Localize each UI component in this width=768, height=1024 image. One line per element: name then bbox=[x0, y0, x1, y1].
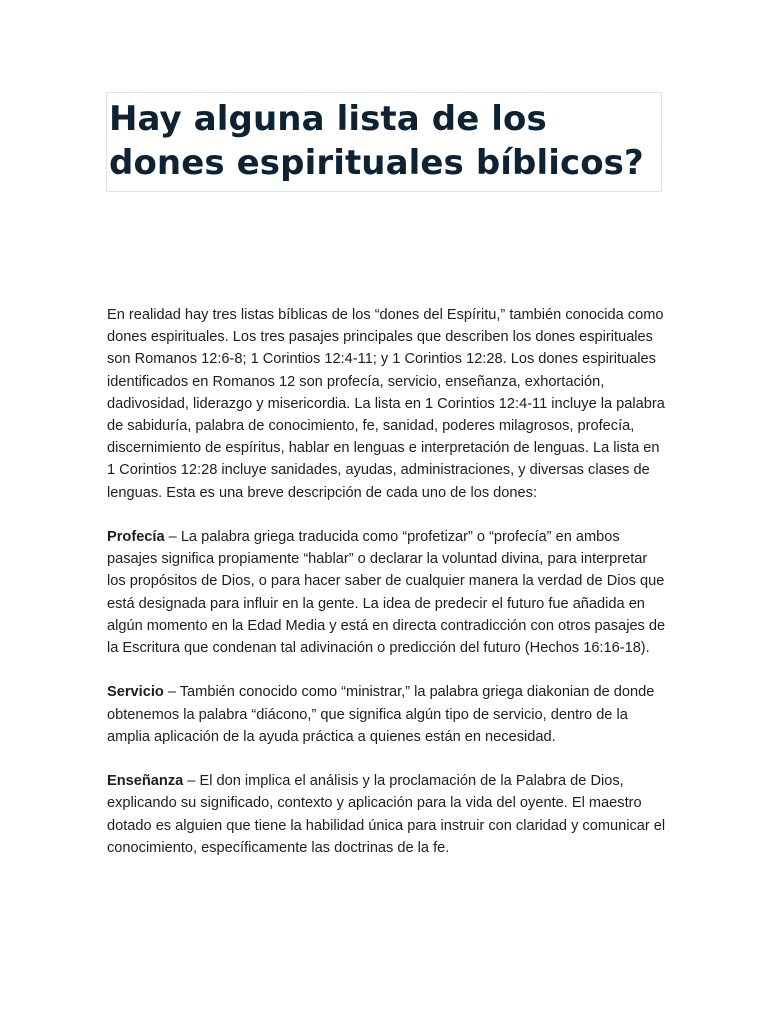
gift-description-servicio: – También conocido como “ministrar,” la palabra griega diakonian de donde obtenemos la palabra “diácono,” que significa algún tipo de servicio, dentro de la amplia aplicación de la ayuda práctica a quienes están en necesidad. bbox=[107, 684, 655, 745]
gift-term-servicio: Servicio bbox=[107, 684, 164, 701]
article-body bbox=[107, 304, 667, 881]
gift-paragraph-ensenanza bbox=[107, 770, 667, 859]
gift-paragraph-servicio bbox=[107, 681, 667, 748]
gift-term-ensenanza: Enseñanza bbox=[107, 773, 184, 790]
gift-term-profecia: Profecía bbox=[107, 529, 165, 546]
gift-description-ensenanza: – El don implica el análisis y la proclamación de la Palabra de Dios, explicando su significado, contexto y aplicación para la vida del oyente. El maestro dotado es alguien que tiene la habilidad única para instruir con claridad y comunicar el conocimiento, específicamente las doctrinas de la fe. bbox=[107, 773, 666, 856]
gift-paragraph-profecia bbox=[107, 526, 667, 659]
intro-paragraph: En realidad hay tres listas bíblicas de los “dones del Espíritu,” también conocida como dones espirituales. Los tres pasajes principales que describen los dones espirituales son Romanos 12:6-8; 1 Corintios 12:4-11; y 1 Corintios 12:28. Los dones espirituales identificados en Romanos 12 son profecía, servicio, enseñanza, exhortación, dadivosidad, liderazgo y misericordia. La lista en 1 Corintios 12:4-11 incluye la palabra de sabiduría, palabra de conocimiento, fe, sanidad, poderes milagrosos, profecía, discernimiento de espíritus, hablar en lenguas e interpretación de lenguas. La lista en 1 Corintios 12:28 incluye sanidades, ayudas, administraciones, y diversas clases de lenguas. Esta es una breve descripción de cada uno de los dones: bbox=[107, 307, 665, 501]
title-box bbox=[106, 92, 662, 192]
gift-description-profecia: – La palabra griega traducida como “profetizar” o “profecía” en ambos pasajes significa propiamente “hablar” o declarar la voluntad divina, para interpretar los propósitos de Dios, o para hacer saber de cualquier manera la verdad de Dios que está designada para influir en la gente. La idea de predecir el futuro fue añadida en algún momento en la Edad Media y está en directa contradicción con otros pasajes de la Escritura que condenan tal adivinación o predicción del futuro (Hechos 16:16-18). bbox=[107, 529, 666, 657]
page-title: Hay alguna lista de los dones espirituales bíblicos? bbox=[109, 99, 644, 183]
